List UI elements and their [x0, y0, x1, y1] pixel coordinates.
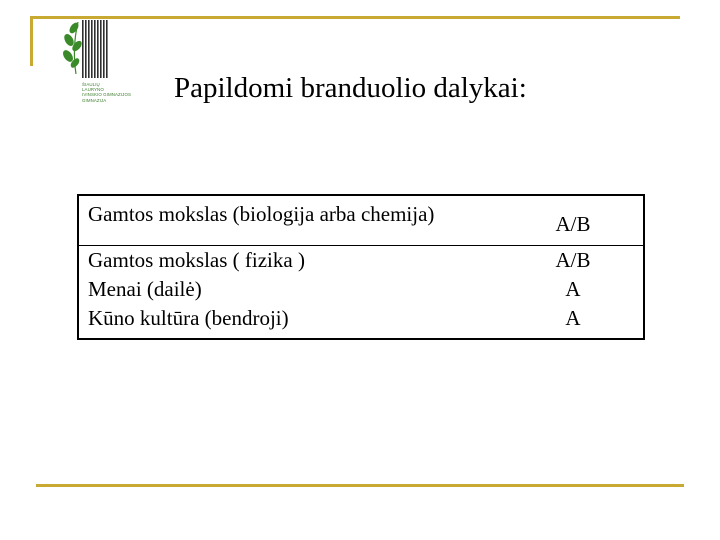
page-title: Papildomi branduolio dalykai: — [174, 72, 527, 104]
level-cell: A — [565, 306, 581, 330]
table-row — [78, 195, 644, 246]
subject-cell: Gamtos mokslas ( fizika ) — [78, 246, 507, 276]
table-row — [78, 304, 644, 339]
school-logo-text: ŠIAULIŲ LAURYNO IVINSKIO GIMNAZIJOS GIMNAZIJA — [82, 82, 131, 103]
table-row — [78, 275, 644, 304]
level-cell: A — [565, 277, 581, 301]
subject-cell: Kūno kultūra (bendroji) — [88, 306, 289, 330]
subject-cell: Menai (dailė) — [88, 277, 202, 301]
decorative-left-rule — [30, 16, 33, 66]
level-cell: A/B — [555, 212, 591, 236]
level-cell: A/B — [507, 246, 644, 276]
table-row — [78, 246, 644, 276]
subject-cell: Gamtos mokslas (biologija arba chemija) — [88, 202, 435, 226]
school-logo-icon — [56, 18, 166, 118]
decorative-bottom-rule — [36, 484, 684, 487]
subjects-table — [77, 194, 645, 340]
